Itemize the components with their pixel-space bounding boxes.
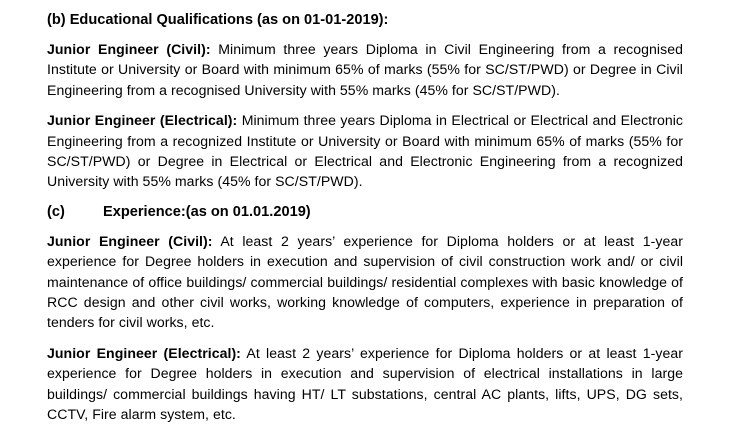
- civil-experience-paragraph: [47, 231, 683, 333]
- civil-experience-title: Junior Engineer (Civil):: [47, 232, 213, 249]
- section-c-heading: Experience:(as on 01.01.2019): [103, 203, 311, 220]
- civil-qualification-text: Minimum three years Diploma in Civil Engineering from a recognised Institute or University or Board with minimum 65% of marks (55% for SC/ST/PWD) or Degree in Civil Engineering from a recognised University with 55% marks (45% for SC/ST/PWD).: [47, 41, 683, 98]
- electrical-experience-paragraph: [47, 343, 683, 425]
- civil-qualification-title: Junior Engineer (Civil):: [47, 41, 211, 57]
- document-page: [47, 10, 683, 435]
- electrical-qualification-text: Minimum three years Diploma in Electrical or Electrical and Electronic Engineering from a recognized Institute or University or Board with minimum 65% of marks (55% for SC/ST/PWD) or Degree in Electrical or Electrical and Electronic Engineering from a recognized University with 55% marks (45% for SC/ST/PWD).: [47, 112, 683, 190]
- electrical-qualification-title: Junior Engineer (Electrical):: [47, 112, 238, 129]
- civil-experience-text: At least 2 years’ experience for Diploma holders or at least 1-year experience for Degree holders in execution and supervision of civil construction work and/ or civil maintenance of office buildings/ commercial buildings/ residential complexes with basic knowledge of RCC design and other civil works, working knowledge of computers, experience in preparation of tenders for civil works, etc.: [47, 232, 683, 331]
- section-b-heading: (b) Educational Qualifications (as on 01-01-2019):: [47, 12, 389, 28]
- civil-qualification-paragraph: [47, 39, 683, 100]
- electrical-experience-text: At least 2 years’ experience for Diploma holders or at least 1-year experience for Degree holders in execution and supervision of electrical installations in large buildings/ commercial buildings having HT/ LT substations, central AC plants, lifts, UPS, DG sets, CCTV, Fire alarm system, etc.: [47, 344, 683, 423]
- section-c-label: (c): [47, 203, 65, 220]
- section-c-heading-row: [47, 202, 683, 222]
- electrical-qualification-paragraph: [47, 110, 683, 192]
- electrical-experience-title: Junior Engineer (Electrical):: [47, 344, 241, 361]
